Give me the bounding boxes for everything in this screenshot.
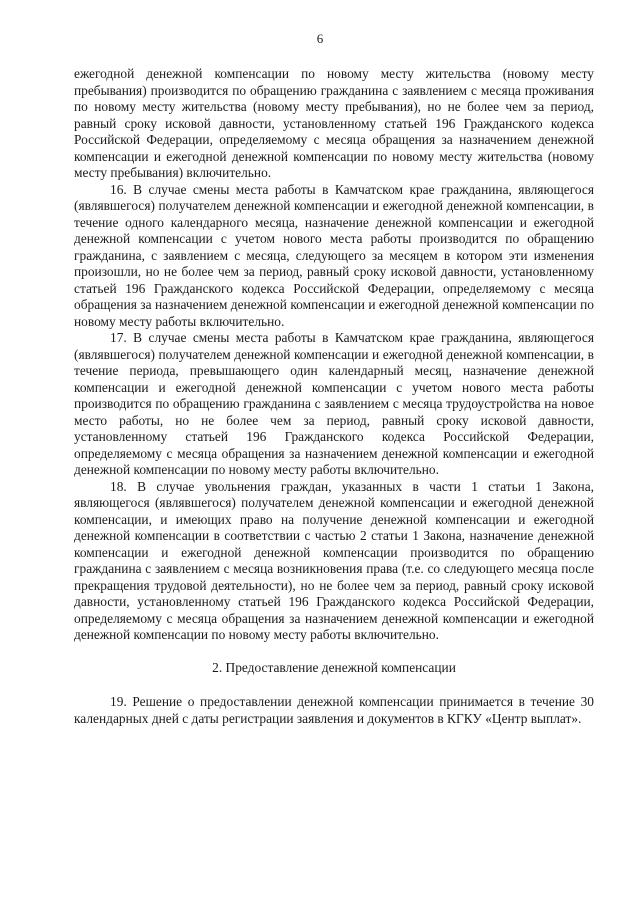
page-number: 6 [316,31,324,46]
paragraph-17: 17. В случае смены места работы в Камчатском крае гражданина, являющегося (являвшегося) получателем денежной компенсации и ежегодной денежной компенсации, в течение периода, превышающего один календарный месяц, назначение денежной компенсации и ежегодной денежной компенсации с учетом нового места работы производится по обращению гражданина с заявлением с месяца трудоустройства на новое место работы, но не более чем за период, равный сроку исковой давности, установленному статьей 196 Гражданского кодекса Российской Федерации, определяемому с месяца обращения за назначением денежной компенсации и ежегодной денежной компенсации по новому месту работы включительно. [74,330,594,477]
paragraph-19: 19. Решение о предоставлении денежной компенсации принимается в течение 30 календарных дней с даты регистрации заявления и документов в КГКУ «Центр выплат». [74,694,594,726]
paragraph-18: 18. В случае увольнения граждан, указанных в части 1 статьи 1 Закона, являющегося (являвшегося) получателем денежной компенсации и ежегодной денежной компенсации, и имеющих право на получение денежной компенсации и ежегодной денежной компенсации в соответствии с частью 2 статьи 1 Закона, назначение денежной компенсации и ежегодной денежной компенсации производится по обращению гражданина с заявлением с месяца возникновения права (т.е. со следующего месяца после прекращения трудовой деятельности), но не более чем за период, равный сроку исковой давности, установленному статьей 196 Гражданского кодекса Российской Федерации, определяемому с месяца обращения за назначением денежной компенсации и ежегодной денежной компенсации по новому месту работы включительно. [74,478,594,642]
paragraph-continued: ежегодной денежной компенсации по новому месту жительства (новому месту пребывания) производится по обращению гражданина с заявлением с месяца проживания по новому месту жительства (новому месту пребывания), но не более чем за период, равный сроку исковой давности, установленному статьей 196 Гражданского кодекса Российской Федерации, определяемому с месяца обращения за назначением денежной компенсации и ежегодной денежной компенсации по новому месту жительства (новому месту пребывания) включительно. [74,66,594,180]
document-body [74,66,594,727]
paragraph-16: 16. В случае смены места работы в Камчатском крае гражданина, являющегося (являвшегося) получателем денежной компенсации и ежегодной денежной компенсации, в течение одного календарного месяца, назначение денежной компенсации и ежегодной денежной компенсации с учетом нового места работы производится по обращению гражданина, с заявлением с месяца, следующего за месяцем в котором эти изменения произошли, но не более чем за период, равный сроку исковой давности, установленному статьей 196 Гражданского кодекса Российской Федерации, определяемому с месяца обращения за назначением денежной компенсации и ежегодной денежной компенсации по новому месту работы включительно. [74,181,594,329]
section-heading: 2. Предоставление денежной компенсации [212,659,456,675]
